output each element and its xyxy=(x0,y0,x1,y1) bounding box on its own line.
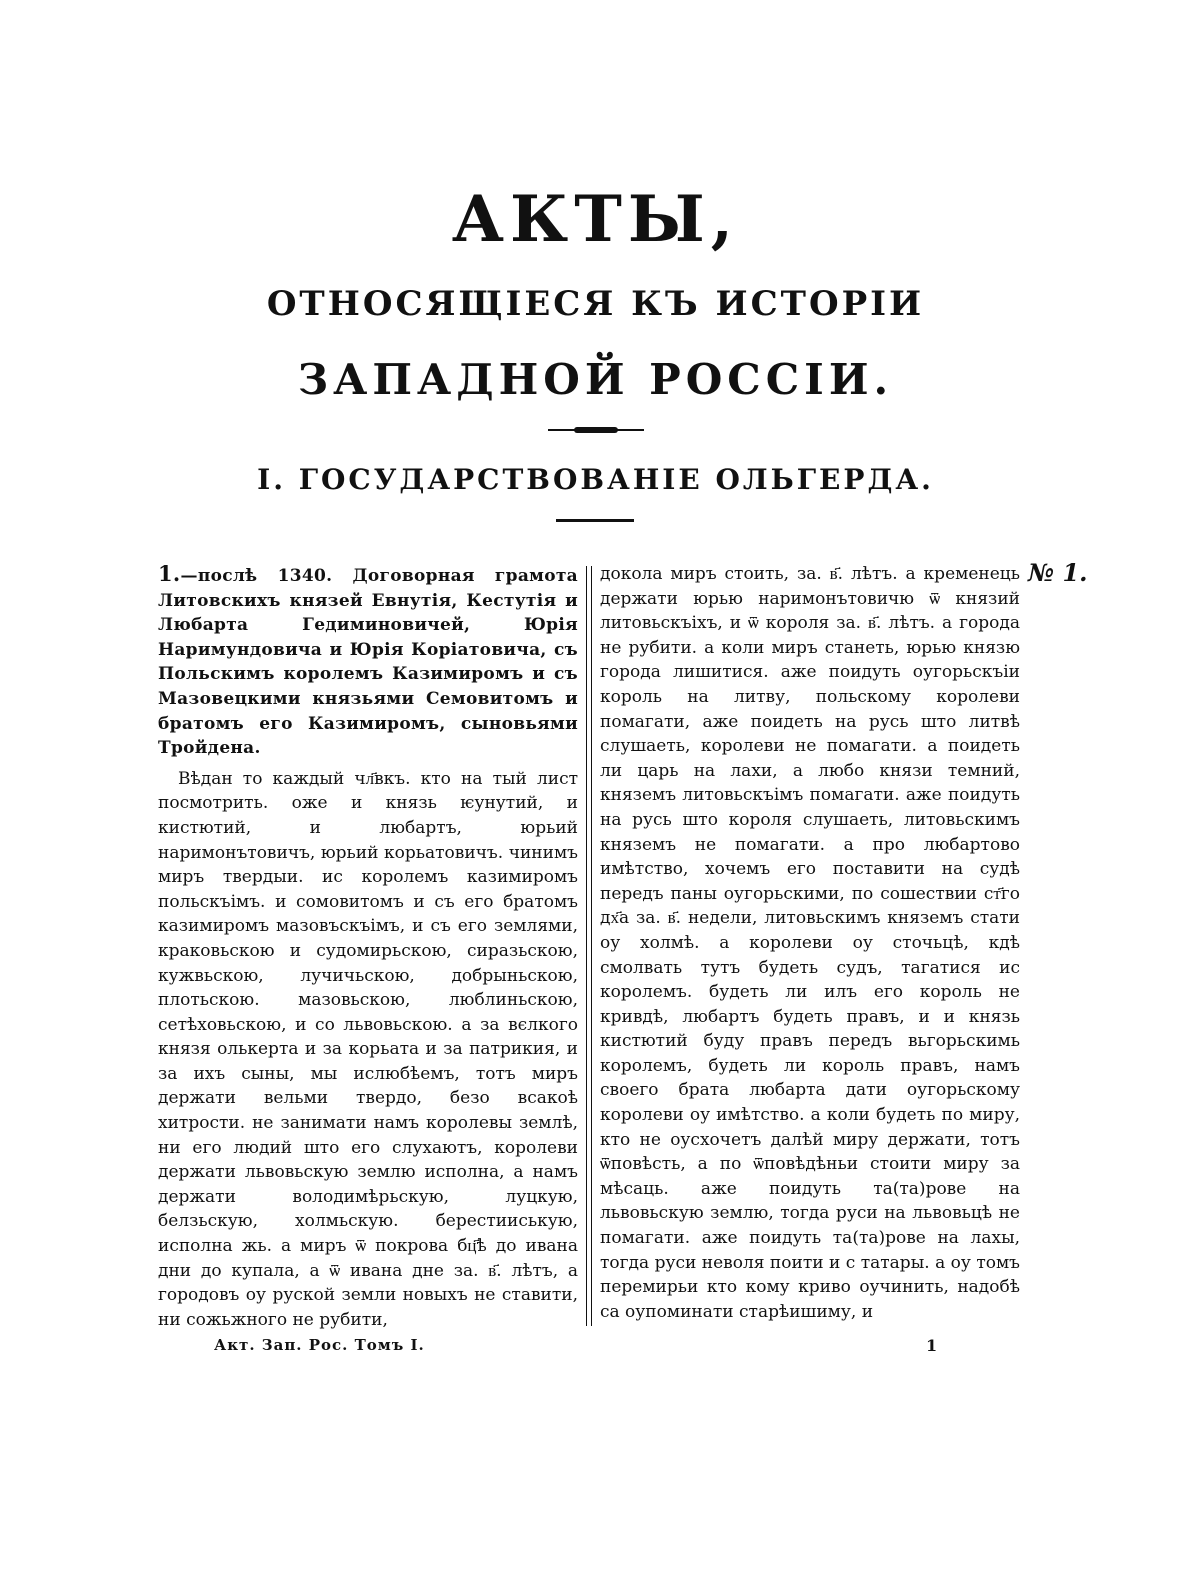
document-heading xyxy=(158,562,578,761)
document-number: 1. xyxy=(158,561,181,586)
margin-document-number: № 1. xyxy=(1028,558,1088,587)
left-column xyxy=(158,562,578,1332)
right-column xyxy=(600,562,1020,1324)
left-body-text: Вѣдан то каждый чл҃вкъ. кто на тый лист посмотрить. оже и князь ѥунутий, и кистютий, и любартъ, юрьий наримонътовичъ, юрьий корьатовичъ. чинимъ миръ твердыи. ис королемъ казимиромъ польскъімъ. и сомовитомъ и съ его братомъ казимиромъ мазовъскъімъ, и съ его землями, краковьскою и судомирьскою, сиразьскою, кужвьскою, лучичьскою, добрыньскою, плотьскою. мазовьскою, люблиньскою, сетѣховьскою, и со львовьскою. а за вєлкого князя олькерта и за корьата и за патрикия, и за ихъ сыны, мы ислюбѣемъ, тотъ миръ держати вельми твердо, безо всакоѣ хитрости. не занимати намъ королевы землѣ, ни его людий што его слухаютъ, королеви держати львовьскую землю исполна, а намъ держати володимѣрьскую, луцкую, белзьскую, холмьскую. берестииськую, исполна жь. а миръ ѿ покрова бц҃ѣ до ивана дни до купала, а ѿ ивана дне за. в҃. лѣтъ, а городовъ оу руской земли новыхъ не ставити, ни сожьжного не рубити, xyxy=(158,768,578,1330)
ornamental-rule xyxy=(548,426,644,434)
page-title: АКТЫ, xyxy=(451,182,740,257)
column-divider xyxy=(586,566,592,1326)
document-heading-text: —послѣ 1340. Договорная грамота Литовскихъ князей Евнутія, Кестутія и Любарта Гедиминовичей, Юрія Наримундовича и Юрія Коріатовича, съ Польскимъ королемъ Казимиромъ и съ Мазовецкими князьями Семовитомъ и братомъ его Казимиромъ, сыновьями Тройдена. xyxy=(158,566,578,759)
page-number: 1 xyxy=(926,1336,938,1355)
section-rule xyxy=(556,519,634,522)
footer-signature: Акт. Зап. Рос. Томъ I. xyxy=(214,1336,425,1354)
subtitle-line-1: ОТНОСЯЩІЕСЯ КЪ ИСТОРІИ xyxy=(266,284,925,324)
right-body-text: докола миръ стоить, за. в҃. лѣтъ. а кременець держати юрью наримонътовичю ѿ князий литовьскъіхъ, и ѿ короля за. в҃. лѣтъ. а города не рубити. а коли миръ станеть, юрью князю города лишитися. аже поидуть оугорьскъіи король на литву, польскому королеви помагати, аже поидеть на русь што литвѣ слушаеть, королеви не помагати. а поидеть ли царь на лахи, а любо князи темний, княземъ литовьскъімъ помагати. аже поидуть на русь што короля слушаеть, литовьскимъ княземъ не помагати. а про любартово имѣтство, хочемъ его поставити на судѣ передъ паны оугорьскими, по сошествии ст҃го дх҃а за. в҃. недели, литовьскимъ княземъ стати оу холмѣ. а королеви оу сточьцѣ, кдѣ смолвать тутъ будеть судъ, тагатися ис королемъ. будеть ли илъ его король не кривдѣ, любартъ будеть правъ, и и князь кистютий буду правъ передъ вьгорьскимь королемъ, будеть ли король правъ, намъ своего брата любарта дати оугорьскому королеви оу имѣтство. а коли будеть по миру, кто не оусхочетъ далѣй миру держати, тотъ ѿповѣсть, а по ѿповѣдѣньи стоити миру за мѣсаць. аже поидуть та(та)рове на львовьскую землю, тогда руси на львовьцѣ не помагати. аже поидуть та(та)рове на лахы, тогда руси неволя поити и с татары. а оу томъ перемирьи кто кому криво оучинить, надобѣ са оупоминати старѣишиму, и xyxy=(600,564,1020,1322)
section-heading: I. ГОСУДАРСТВОВАНІЕ ОЛЬГЕРДА. xyxy=(257,463,934,496)
subtitle-line-2: ЗАПАДНОЙ РОССІИ. xyxy=(297,355,894,404)
